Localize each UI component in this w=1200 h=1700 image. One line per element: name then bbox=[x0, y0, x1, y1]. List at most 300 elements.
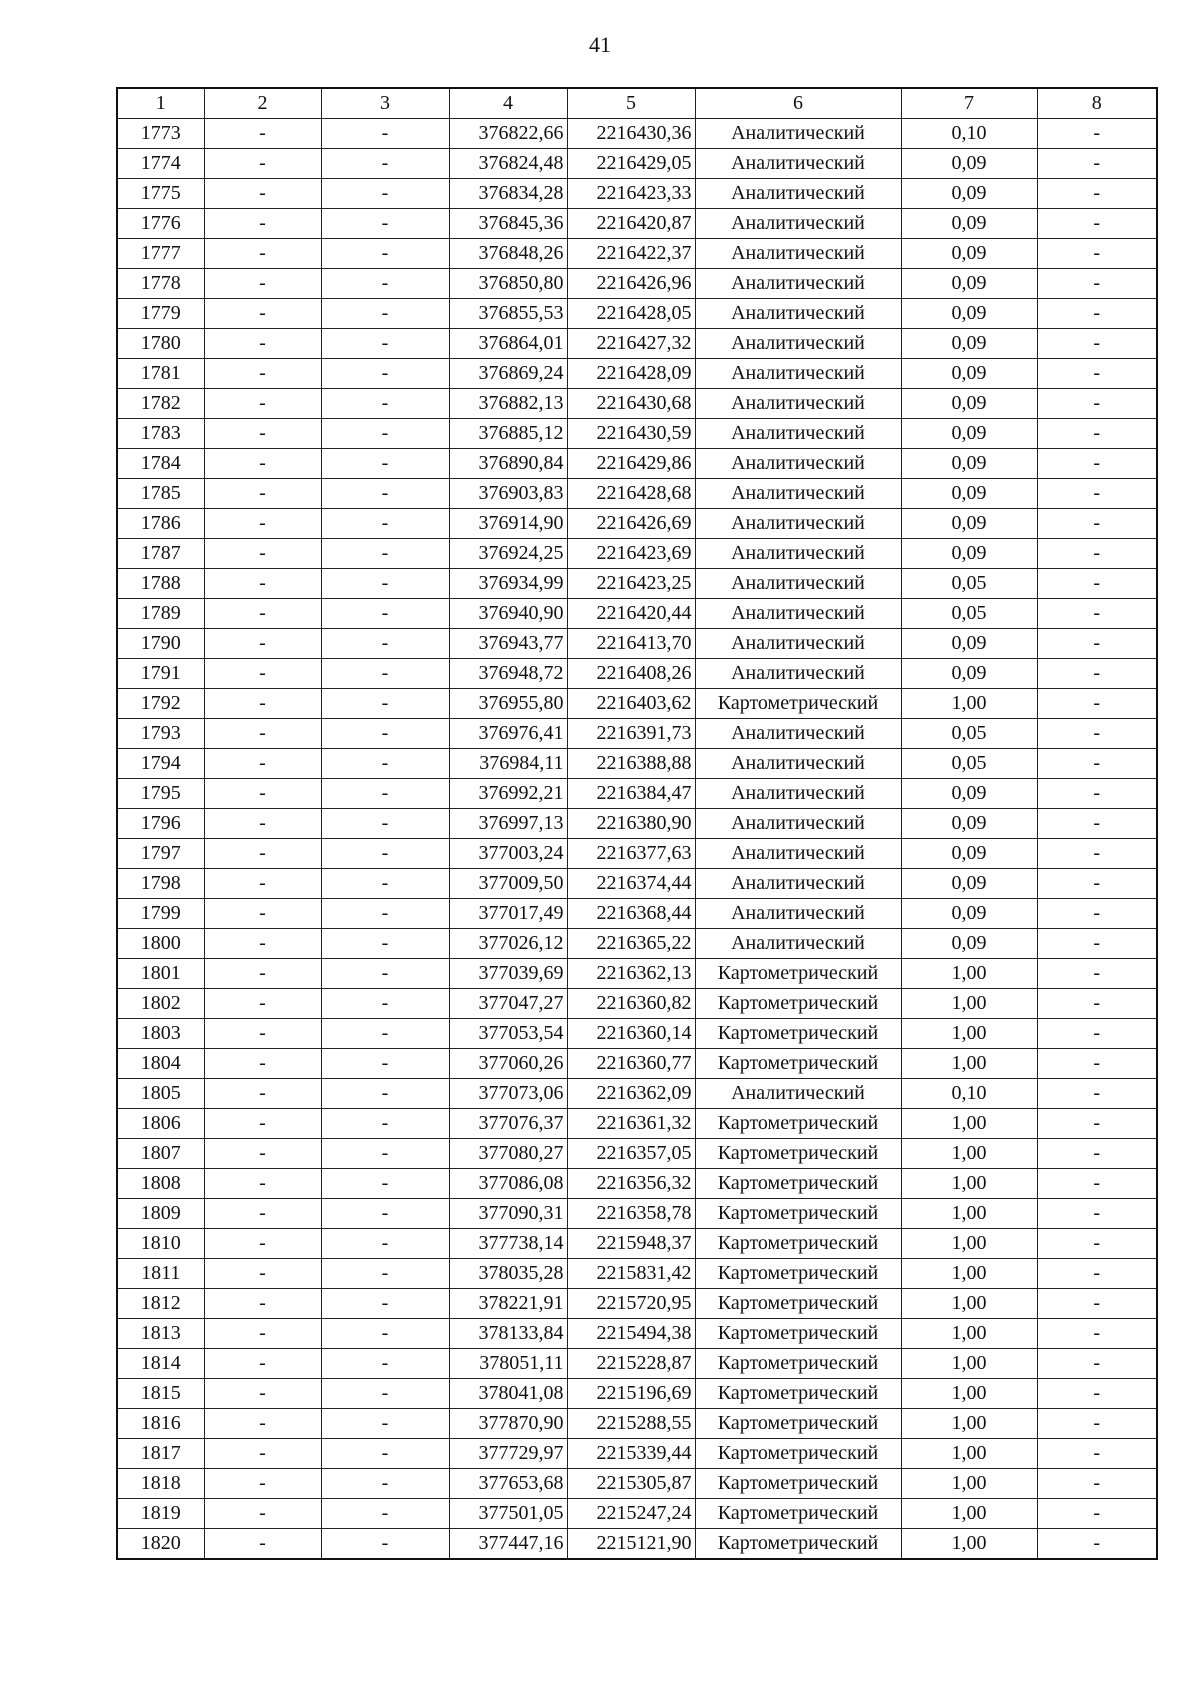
col2-cell: - bbox=[204, 359, 321, 389]
y-coordinate-cell: 2216358,78 bbox=[567, 1199, 695, 1229]
y-coordinate-cell: 2215720,95 bbox=[567, 1289, 695, 1319]
method-cell: Аналитический bbox=[695, 1079, 901, 1109]
y-coordinate-cell: 2216384,47 bbox=[567, 779, 695, 809]
table-row bbox=[117, 1019, 1157, 1049]
col2-cell: - bbox=[204, 1409, 321, 1439]
col3-cell: - bbox=[321, 1259, 449, 1289]
table-row bbox=[117, 389, 1157, 419]
col2-cell: - bbox=[204, 449, 321, 479]
accuracy-cell: 1,00 bbox=[901, 1499, 1037, 1529]
col3-cell: - bbox=[321, 1109, 449, 1139]
col8-cell: - bbox=[1037, 239, 1157, 269]
point-number-cell: 1818 bbox=[117, 1469, 204, 1499]
col3-cell: - bbox=[321, 149, 449, 179]
col8-cell: - bbox=[1037, 899, 1157, 929]
col8-cell: - bbox=[1037, 449, 1157, 479]
col8-cell: - bbox=[1037, 149, 1157, 179]
accuracy-cell: 0,09 bbox=[901, 239, 1037, 269]
point-number-cell: 1785 bbox=[117, 479, 204, 509]
method-cell: Аналитический bbox=[695, 839, 901, 869]
x-coordinate-cell: 377447,16 bbox=[449, 1529, 567, 1560]
col2-cell: - bbox=[204, 1499, 321, 1529]
x-coordinate-cell: 376992,21 bbox=[449, 779, 567, 809]
method-cell: Аналитический bbox=[695, 809, 901, 839]
accuracy-cell: 0,09 bbox=[901, 929, 1037, 959]
col2-cell: - bbox=[204, 539, 321, 569]
col2-cell: - bbox=[204, 1289, 321, 1319]
method-cell: Аналитический bbox=[695, 299, 901, 329]
col8-cell: - bbox=[1037, 719, 1157, 749]
table-row bbox=[117, 869, 1157, 899]
col3-cell: - bbox=[321, 1469, 449, 1499]
table-row bbox=[117, 1349, 1157, 1379]
table-row bbox=[117, 299, 1157, 329]
col3-cell: - bbox=[321, 929, 449, 959]
accuracy-cell: 1,00 bbox=[901, 959, 1037, 989]
method-cell: Аналитический bbox=[695, 119, 901, 149]
column-header-5: 5 bbox=[567, 88, 695, 119]
x-coordinate-cell: 376834,28 bbox=[449, 179, 567, 209]
point-number-cell: 1798 bbox=[117, 869, 204, 899]
table-row bbox=[117, 359, 1157, 389]
col3-cell: - bbox=[321, 329, 449, 359]
table-row bbox=[117, 449, 1157, 479]
y-coordinate-cell: 2216428,09 bbox=[567, 359, 695, 389]
accuracy-cell: 0,05 bbox=[901, 719, 1037, 749]
col8-cell: - bbox=[1037, 959, 1157, 989]
accuracy-cell: 0,10 bbox=[901, 1079, 1037, 1109]
x-coordinate-cell: 376934,99 bbox=[449, 569, 567, 599]
point-number-cell: 1796 bbox=[117, 809, 204, 839]
y-coordinate-cell: 2216380,90 bbox=[567, 809, 695, 839]
col2-cell: - bbox=[204, 749, 321, 779]
col3-cell: - bbox=[321, 899, 449, 929]
table-row bbox=[117, 119, 1157, 149]
column-header-2: 2 bbox=[204, 88, 321, 119]
table-row bbox=[117, 899, 1157, 929]
point-number-cell: 1781 bbox=[117, 359, 204, 389]
accuracy-cell: 1,00 bbox=[901, 1169, 1037, 1199]
y-coordinate-cell: 2216391,73 bbox=[567, 719, 695, 749]
col8-cell: - bbox=[1037, 1469, 1157, 1499]
table-row bbox=[117, 1109, 1157, 1139]
col8-cell: - bbox=[1037, 1109, 1157, 1139]
accuracy-cell: 0,09 bbox=[901, 809, 1037, 839]
y-coordinate-cell: 2216403,62 bbox=[567, 689, 695, 719]
col2-cell: - bbox=[204, 1229, 321, 1259]
col3-cell: - bbox=[321, 239, 449, 269]
col3-cell: - bbox=[321, 629, 449, 659]
x-coordinate-cell: 376984,11 bbox=[449, 749, 567, 779]
x-coordinate-cell: 377086,08 bbox=[449, 1169, 567, 1199]
point-number-cell: 1815 bbox=[117, 1379, 204, 1409]
y-coordinate-cell: 2216388,88 bbox=[567, 749, 695, 779]
col3-cell: - bbox=[321, 419, 449, 449]
method-cell: Картометрический bbox=[695, 989, 901, 1019]
table-row bbox=[117, 209, 1157, 239]
col3-cell: - bbox=[321, 1349, 449, 1379]
table-row bbox=[117, 839, 1157, 869]
method-cell: Аналитический bbox=[695, 599, 901, 629]
y-coordinate-cell: 2216429,05 bbox=[567, 149, 695, 179]
column-header-7: 7 bbox=[901, 88, 1037, 119]
x-coordinate-cell: 377501,05 bbox=[449, 1499, 567, 1529]
col8-cell: - bbox=[1037, 479, 1157, 509]
point-number-cell: 1809 bbox=[117, 1199, 204, 1229]
y-coordinate-cell: 2216422,37 bbox=[567, 239, 695, 269]
point-number-cell: 1806 bbox=[117, 1109, 204, 1139]
col3-cell: - bbox=[321, 1139, 449, 1169]
point-number-cell: 1773 bbox=[117, 119, 204, 149]
col8-cell: - bbox=[1037, 1169, 1157, 1199]
col3-cell: - bbox=[321, 539, 449, 569]
col2-cell: - bbox=[204, 1439, 321, 1469]
method-cell: Картометрический bbox=[695, 689, 901, 719]
col8-cell: - bbox=[1037, 629, 1157, 659]
y-coordinate-cell: 2216368,44 bbox=[567, 899, 695, 929]
accuracy-cell: 1,00 bbox=[901, 1109, 1037, 1139]
method-cell: Картометрический bbox=[695, 1289, 901, 1319]
col2-cell: - bbox=[204, 839, 321, 869]
col8-cell: - bbox=[1037, 1079, 1157, 1109]
y-coordinate-cell: 2216423,25 bbox=[567, 569, 695, 599]
col2-cell: - bbox=[204, 1469, 321, 1499]
point-number-cell: 1777 bbox=[117, 239, 204, 269]
table-row bbox=[117, 149, 1157, 179]
table-row bbox=[117, 1529, 1157, 1560]
accuracy-cell: 0,05 bbox=[901, 599, 1037, 629]
x-coordinate-cell: 376903,83 bbox=[449, 479, 567, 509]
col3-cell: - bbox=[321, 1289, 449, 1319]
table-row bbox=[117, 509, 1157, 539]
point-number-cell: 1802 bbox=[117, 989, 204, 1019]
point-number-cell: 1820 bbox=[117, 1529, 204, 1560]
y-coordinate-cell: 2216429,86 bbox=[567, 449, 695, 479]
method-cell: Картометрический bbox=[695, 1409, 901, 1439]
table-row bbox=[117, 329, 1157, 359]
accuracy-cell: 1,00 bbox=[901, 1319, 1037, 1349]
header-row bbox=[117, 88, 1157, 119]
method-cell: Картометрический bbox=[695, 1439, 901, 1469]
y-coordinate-cell: 2216357,05 bbox=[567, 1139, 695, 1169]
col8-cell: - bbox=[1037, 809, 1157, 839]
x-coordinate-cell: 377047,27 bbox=[449, 989, 567, 1019]
point-number-cell: 1787 bbox=[117, 539, 204, 569]
method-cell: Аналитический bbox=[695, 329, 901, 359]
col8-cell: - bbox=[1037, 359, 1157, 389]
method-cell: Аналитический bbox=[695, 539, 901, 569]
x-coordinate-cell: 377738,14 bbox=[449, 1229, 567, 1259]
table-row bbox=[117, 1049, 1157, 1079]
col8-cell: - bbox=[1037, 389, 1157, 419]
col8-cell: - bbox=[1037, 509, 1157, 539]
col3-cell: - bbox=[321, 509, 449, 539]
col8-cell: - bbox=[1037, 1289, 1157, 1319]
table-row bbox=[117, 689, 1157, 719]
x-coordinate-cell: 376885,12 bbox=[449, 419, 567, 449]
table-row bbox=[117, 1169, 1157, 1199]
method-cell: Аналитический bbox=[695, 149, 901, 179]
col2-cell: - bbox=[204, 1529, 321, 1560]
method-cell: Картометрический bbox=[695, 1499, 901, 1529]
accuracy-cell: 1,00 bbox=[901, 1409, 1037, 1439]
x-coordinate-cell: 377003,24 bbox=[449, 839, 567, 869]
table-row bbox=[117, 1079, 1157, 1109]
point-number-cell: 1791 bbox=[117, 659, 204, 689]
point-number-cell: 1800 bbox=[117, 929, 204, 959]
col2-cell: - bbox=[204, 1319, 321, 1349]
col3-cell: - bbox=[321, 659, 449, 689]
col8-cell: - bbox=[1037, 1199, 1157, 1229]
accuracy-cell: 0,09 bbox=[901, 479, 1037, 509]
x-coordinate-cell: 376882,13 bbox=[449, 389, 567, 419]
accuracy-cell: 1,00 bbox=[901, 1439, 1037, 1469]
method-cell: Аналитический bbox=[695, 419, 901, 449]
col8-cell: - bbox=[1037, 1529, 1157, 1560]
x-coordinate-cell: 376924,25 bbox=[449, 539, 567, 569]
accuracy-cell: 1,00 bbox=[901, 1199, 1037, 1229]
x-coordinate-cell: 376822,66 bbox=[449, 119, 567, 149]
point-number-cell: 1779 bbox=[117, 299, 204, 329]
accuracy-cell: 1,00 bbox=[901, 689, 1037, 719]
method-cell: Картометрический bbox=[695, 1469, 901, 1499]
col3-cell: - bbox=[321, 959, 449, 989]
y-coordinate-cell: 2216365,22 bbox=[567, 929, 695, 959]
col8-cell: - bbox=[1037, 779, 1157, 809]
col2-cell: - bbox=[204, 509, 321, 539]
table-body bbox=[117, 119, 1157, 1560]
x-coordinate-cell: 376976,41 bbox=[449, 719, 567, 749]
y-coordinate-cell: 2215228,87 bbox=[567, 1349, 695, 1379]
y-coordinate-cell: 2216423,69 bbox=[567, 539, 695, 569]
col8-cell: - bbox=[1037, 1139, 1157, 1169]
col2-cell: - bbox=[204, 149, 321, 179]
y-coordinate-cell: 2215831,42 bbox=[567, 1259, 695, 1289]
method-cell: Картометрический bbox=[695, 1019, 901, 1049]
col3-cell: - bbox=[321, 209, 449, 239]
x-coordinate-cell: 376855,53 bbox=[449, 299, 567, 329]
method-cell: Аналитический bbox=[695, 389, 901, 419]
accuracy-cell: 0,09 bbox=[901, 359, 1037, 389]
y-coordinate-cell: 2216426,96 bbox=[567, 269, 695, 299]
point-number-cell: 1789 bbox=[117, 599, 204, 629]
accuracy-cell: 0,05 bbox=[901, 569, 1037, 599]
method-cell: Аналитический bbox=[695, 779, 901, 809]
accuracy-cell: 1,00 bbox=[901, 1289, 1037, 1319]
point-number-cell: 1804 bbox=[117, 1049, 204, 1079]
col2-cell: - bbox=[204, 599, 321, 629]
col3-cell: - bbox=[321, 1199, 449, 1229]
x-coordinate-cell: 378221,91 bbox=[449, 1289, 567, 1319]
table-row bbox=[117, 1319, 1157, 1349]
col2-cell: - bbox=[204, 119, 321, 149]
y-coordinate-cell: 2216360,14 bbox=[567, 1019, 695, 1049]
col3-cell: - bbox=[321, 269, 449, 299]
table-row bbox=[117, 719, 1157, 749]
x-coordinate-cell: 377026,12 bbox=[449, 929, 567, 959]
col3-cell: - bbox=[321, 719, 449, 749]
col2-cell: - bbox=[204, 1109, 321, 1139]
table-row bbox=[117, 959, 1157, 989]
table-row bbox=[117, 539, 1157, 569]
x-coordinate-cell: 377017,49 bbox=[449, 899, 567, 929]
point-number-cell: 1813 bbox=[117, 1319, 204, 1349]
col8-cell: - bbox=[1037, 269, 1157, 299]
accuracy-cell: 0,09 bbox=[901, 839, 1037, 869]
point-number-cell: 1807 bbox=[117, 1139, 204, 1169]
y-coordinate-cell: 2215339,44 bbox=[567, 1439, 695, 1469]
col3-cell: - bbox=[321, 359, 449, 389]
point-number-cell: 1799 bbox=[117, 899, 204, 929]
col2-cell: - bbox=[204, 389, 321, 419]
col3-cell: - bbox=[321, 989, 449, 1019]
point-number-cell: 1793 bbox=[117, 719, 204, 749]
table-row bbox=[117, 929, 1157, 959]
table-row bbox=[117, 269, 1157, 299]
accuracy-cell: 1,00 bbox=[901, 1019, 1037, 1049]
y-coordinate-cell: 2216420,44 bbox=[567, 599, 695, 629]
table-row bbox=[117, 659, 1157, 689]
column-header-6: 6 bbox=[695, 88, 901, 119]
col8-cell: - bbox=[1037, 839, 1157, 869]
col8-cell: - bbox=[1037, 869, 1157, 899]
col3-cell: - bbox=[321, 1379, 449, 1409]
x-coordinate-cell: 378133,84 bbox=[449, 1319, 567, 1349]
point-number-cell: 1808 bbox=[117, 1169, 204, 1199]
col3-cell: - bbox=[321, 1169, 449, 1199]
col8-cell: - bbox=[1037, 209, 1157, 239]
point-number-cell: 1810 bbox=[117, 1229, 204, 1259]
accuracy-cell: 0,05 bbox=[901, 749, 1037, 779]
col3-cell: - bbox=[321, 749, 449, 779]
column-header-4: 4 bbox=[449, 88, 567, 119]
col8-cell: - bbox=[1037, 659, 1157, 689]
col8-cell: - bbox=[1037, 329, 1157, 359]
col2-cell: - bbox=[204, 659, 321, 689]
col2-cell: - bbox=[204, 269, 321, 299]
x-coordinate-cell: 376864,01 bbox=[449, 329, 567, 359]
method-cell: Картометрический bbox=[695, 1139, 901, 1169]
method-cell: Картометрический bbox=[695, 1319, 901, 1349]
point-number-cell: 1782 bbox=[117, 389, 204, 419]
point-number-cell: 1812 bbox=[117, 1289, 204, 1319]
accuracy-cell: 0,09 bbox=[901, 629, 1037, 659]
col3-cell: - bbox=[321, 1319, 449, 1349]
point-number-cell: 1797 bbox=[117, 839, 204, 869]
x-coordinate-cell: 376845,36 bbox=[449, 209, 567, 239]
method-cell: Аналитический bbox=[695, 719, 901, 749]
col2-cell: - bbox=[204, 1379, 321, 1409]
col3-cell: - bbox=[321, 1409, 449, 1439]
col2-cell: - bbox=[204, 329, 321, 359]
method-cell: Аналитический bbox=[695, 209, 901, 239]
col8-cell: - bbox=[1037, 569, 1157, 599]
col3-cell: - bbox=[321, 1079, 449, 1109]
col3-cell: - bbox=[321, 119, 449, 149]
x-coordinate-cell: 377729,97 bbox=[449, 1439, 567, 1469]
col3-cell: - bbox=[321, 779, 449, 809]
column-header-1: 1 bbox=[117, 88, 204, 119]
col3-cell: - bbox=[321, 1529, 449, 1560]
col3-cell: - bbox=[321, 809, 449, 839]
col8-cell: - bbox=[1037, 119, 1157, 149]
y-coordinate-cell: 2216377,63 bbox=[567, 839, 695, 869]
table-row bbox=[117, 419, 1157, 449]
accuracy-cell: 0,09 bbox=[901, 389, 1037, 419]
col3-cell: - bbox=[321, 179, 449, 209]
col2-cell: - bbox=[204, 179, 321, 209]
method-cell: Картометрический bbox=[695, 1349, 901, 1379]
col3-cell: - bbox=[321, 479, 449, 509]
point-number-cell: 1805 bbox=[117, 1079, 204, 1109]
col8-cell: - bbox=[1037, 689, 1157, 719]
y-coordinate-cell: 2216356,32 bbox=[567, 1169, 695, 1199]
col2-cell: - bbox=[204, 479, 321, 509]
x-coordinate-cell: 377039,69 bbox=[449, 959, 567, 989]
col3-cell: - bbox=[321, 389, 449, 419]
col8-cell: - bbox=[1037, 1229, 1157, 1259]
accuracy-cell: 0,09 bbox=[901, 869, 1037, 899]
point-number-cell: 1817 bbox=[117, 1439, 204, 1469]
table-row bbox=[117, 239, 1157, 269]
method-cell: Картометрический bbox=[695, 1169, 901, 1199]
col2-cell: - bbox=[204, 299, 321, 329]
col8-cell: - bbox=[1037, 1379, 1157, 1409]
y-coordinate-cell: 2216374,44 bbox=[567, 869, 695, 899]
col3-cell: - bbox=[321, 1049, 449, 1079]
method-cell: Картометрический bbox=[695, 959, 901, 989]
x-coordinate-cell: 378051,11 bbox=[449, 1349, 567, 1379]
col8-cell: - bbox=[1037, 599, 1157, 629]
accuracy-cell: 1,00 bbox=[901, 1139, 1037, 1169]
col8-cell: - bbox=[1037, 749, 1157, 779]
y-coordinate-cell: 2216428,05 bbox=[567, 299, 695, 329]
col3-cell: - bbox=[321, 1439, 449, 1469]
col2-cell: - bbox=[204, 1019, 321, 1049]
col8-cell: - bbox=[1037, 1259, 1157, 1289]
y-coordinate-cell: 2215247,24 bbox=[567, 1499, 695, 1529]
point-number-cell: 1775 bbox=[117, 179, 204, 209]
x-coordinate-cell: 376824,48 bbox=[449, 149, 567, 179]
y-coordinate-cell: 2216360,82 bbox=[567, 989, 695, 1019]
accuracy-cell: 1,00 bbox=[901, 1379, 1037, 1409]
table-row bbox=[117, 779, 1157, 809]
x-coordinate-cell: 377073,06 bbox=[449, 1079, 567, 1109]
table-row bbox=[117, 989, 1157, 1019]
x-coordinate-cell: 377076,37 bbox=[449, 1109, 567, 1139]
page-number: 41 bbox=[589, 32, 611, 57]
point-number-cell: 1790 bbox=[117, 629, 204, 659]
table-row bbox=[117, 599, 1157, 629]
y-coordinate-cell: 2216413,70 bbox=[567, 629, 695, 659]
x-coordinate-cell: 376850,80 bbox=[449, 269, 567, 299]
point-number-cell: 1814 bbox=[117, 1349, 204, 1379]
x-coordinate-cell: 376948,72 bbox=[449, 659, 567, 689]
col2-cell: - bbox=[204, 629, 321, 659]
table-row bbox=[117, 1229, 1157, 1259]
method-cell: Аналитический bbox=[695, 479, 901, 509]
col8-cell: - bbox=[1037, 1019, 1157, 1049]
accuracy-cell: 0,09 bbox=[901, 209, 1037, 239]
x-coordinate-cell: 376848,26 bbox=[449, 239, 567, 269]
accuracy-cell: 0,09 bbox=[901, 509, 1037, 539]
col2-cell: - bbox=[204, 989, 321, 1019]
x-coordinate-cell: 378035,28 bbox=[449, 1259, 567, 1289]
accuracy-cell: 1,00 bbox=[901, 1529, 1037, 1560]
y-coordinate-cell: 2216430,59 bbox=[567, 419, 695, 449]
col2-cell: - bbox=[204, 689, 321, 719]
method-cell: Аналитический bbox=[695, 629, 901, 659]
